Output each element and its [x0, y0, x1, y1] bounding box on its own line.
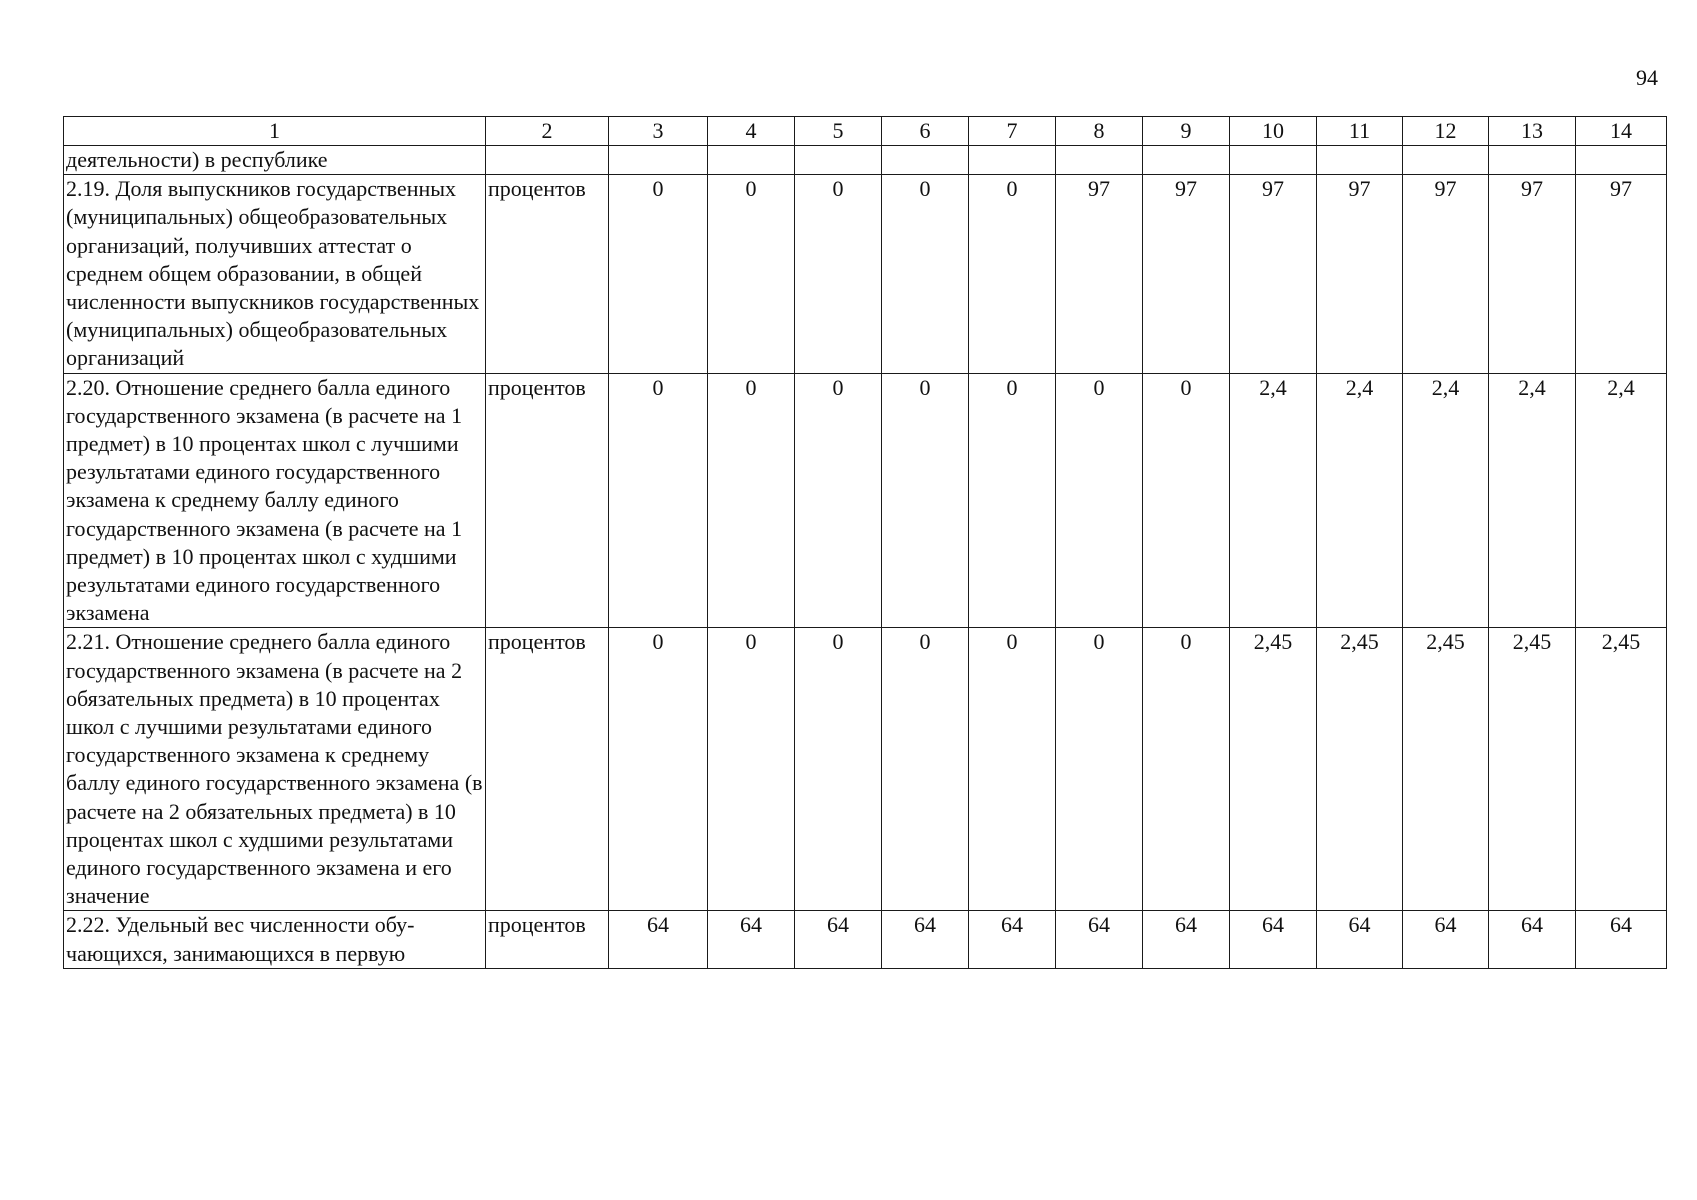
value-cell: 0 — [708, 373, 795, 628]
value-cell — [1317, 146, 1403, 175]
column-number-cell: 11 — [1317, 117, 1403, 146]
value-cell — [969, 146, 1056, 175]
value-cell — [1576, 146, 1667, 175]
value-cell: 64 — [1230, 911, 1317, 968]
value-cell: 0 — [708, 628, 795, 911]
value-cell: 64 — [1143, 911, 1230, 968]
value-cell — [882, 146, 969, 175]
value-cell — [1143, 146, 1230, 175]
value-cell: 97 — [1576, 175, 1667, 373]
column-number-cell: 4 — [708, 117, 795, 146]
value-cell: 97 — [1489, 175, 1576, 373]
column-number-cell: 6 — [882, 117, 969, 146]
table-row — [64, 373, 1667, 628]
column-number-cell: 2 — [486, 117, 609, 146]
value-cell: 0 — [1143, 373, 1230, 628]
value-cell: 0 — [882, 628, 969, 911]
value-cell: 0 — [882, 373, 969, 628]
value-cell: 2,45 — [1230, 628, 1317, 911]
value-cell: 0 — [882, 175, 969, 373]
value-cell: 0 — [609, 628, 708, 911]
indicator-cell: 2.22. Удельный вес численности обучающихся, занимающихся в первую — [64, 911, 486, 968]
column-number-cell: 8 — [1056, 117, 1143, 146]
indicator-table — [63, 116, 1667, 969]
value-cell — [1489, 146, 1576, 175]
page-number: 94 — [1636, 65, 1658, 90]
value-cell: 64 — [882, 911, 969, 968]
value-cell — [1403, 146, 1489, 175]
value-cell: 2,4 — [1403, 373, 1489, 628]
value-cell: 2,45 — [1317, 628, 1403, 911]
value-cell: 0 — [969, 373, 1056, 628]
value-cell: 64 — [1576, 911, 1667, 968]
column-number-cell: 12 — [1403, 117, 1489, 146]
table-row — [64, 911, 1667, 968]
column-number-cell: 5 — [795, 117, 882, 146]
value-cell: 97 — [1056, 175, 1143, 373]
value-cell: 0 — [969, 628, 1056, 911]
value-cell: 2,4 — [1576, 373, 1667, 628]
value-cell: 0 — [1056, 373, 1143, 628]
value-cell: 2,4 — [1230, 373, 1317, 628]
value-cell: 2,4 — [1317, 373, 1403, 628]
value-cell: 2,4 — [1489, 373, 1576, 628]
indicator-cell: 2.21. Отношение среднего балла единого государственного экзамена (в расчете на 2 обязательных предмета) в 10 процентах школ с лучшими результатами единого государственного экзамена к среднему баллу единого государственного экзамена (в расчете на 2 обязательных предмета) в 10 процентах школ с худшими результатами единого государственного экзамена и его значение — [64, 628, 486, 911]
unit-cell: процентов — [486, 373, 609, 628]
column-number-cell: 10 — [1230, 117, 1317, 146]
unit-cell: процентов — [486, 911, 609, 968]
table-row — [64, 175, 1667, 373]
table-row — [64, 146, 1667, 175]
table-row — [64, 628, 1667, 911]
value-cell: 0 — [708, 175, 795, 373]
value-cell — [1230, 146, 1317, 175]
unit-cell: процентов — [486, 628, 609, 911]
indicator-cell: 2.19. Доля выпускников государственных (муниципальных) общеобразовательных организаций, получивших аттестат о среднем общем образовании, в общей численности выпускников государственных (муниципальных) общеобразовательных организаций — [64, 175, 486, 373]
value-cell: 0 — [795, 628, 882, 911]
value-cell — [708, 146, 795, 175]
value-cell: 97 — [1230, 175, 1317, 373]
column-number-cell: 1 — [64, 117, 486, 146]
value-cell: 0 — [609, 175, 708, 373]
value-cell: 97 — [1403, 175, 1489, 373]
value-cell: 2,45 — [1489, 628, 1576, 911]
column-number-cell: 14 — [1576, 117, 1667, 146]
value-cell: 2,45 — [1403, 628, 1489, 911]
value-cell — [609, 146, 708, 175]
value-cell: 0 — [795, 175, 882, 373]
value-cell: 64 — [795, 911, 882, 968]
value-cell — [1056, 146, 1143, 175]
value-cell: 0 — [969, 175, 1056, 373]
value-cell: 64 — [1403, 911, 1489, 968]
column-number-cell: 9 — [1143, 117, 1230, 146]
value-cell: 64 — [969, 911, 1056, 968]
value-cell: 64 — [1056, 911, 1143, 968]
column-number-cell: 13 — [1489, 117, 1576, 146]
value-cell: 0 — [1143, 628, 1230, 911]
indicator-cell: деятельности) в республике — [64, 146, 486, 175]
value-cell: 0 — [795, 373, 882, 628]
value-cell: 64 — [1317, 911, 1403, 968]
value-cell: 64 — [1489, 911, 1576, 968]
value-cell: 64 — [708, 911, 795, 968]
column-number-row — [64, 117, 1667, 146]
unit-cell — [486, 146, 609, 175]
value-cell: 97 — [1143, 175, 1230, 373]
value-cell: 97 — [1317, 175, 1403, 373]
unit-cell: процентов — [486, 175, 609, 373]
indicator-cell: 2.20. Отношение среднего балла единого государственного экзамена (в расчете на 1 предмет) в 10 процентах школ с лучшими результатами единого государственного экзамена к среднему баллу единого государственного экзамена (в расчете на 1 предмет) в 10 процентах школ с худшими результатами единого государственного экзамена — [64, 373, 486, 628]
value-cell: 0 — [609, 373, 708, 628]
column-number-cell: 7 — [969, 117, 1056, 146]
value-cell: 64 — [609, 911, 708, 968]
column-number-cell: 3 — [609, 117, 708, 146]
value-cell: 0 — [1056, 628, 1143, 911]
value-cell: 2,45 — [1576, 628, 1667, 911]
value-cell — [795, 146, 882, 175]
